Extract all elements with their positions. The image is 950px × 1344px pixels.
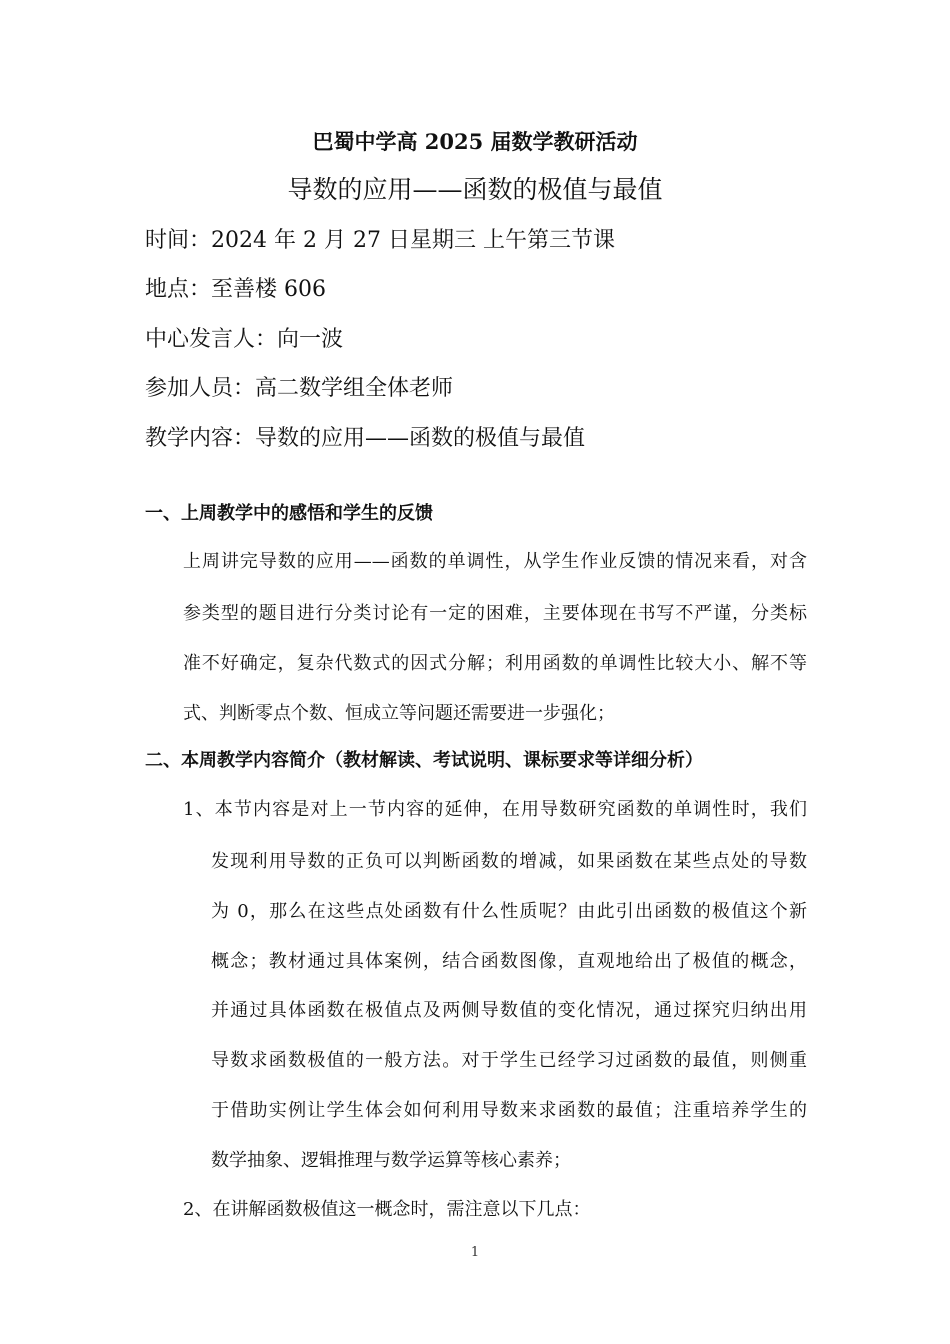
meta-teaching-content: 教学内容：导数的应用——函数的极值与最值 [145, 426, 586, 451]
list-item-line: 于借助实例让学生体会如何利用导数来求函数的最值；注重培养学生的 [211, 1100, 807, 1121]
meta-time: 时间：2024 年 2 月 27 日星期三 上午第三节课 [145, 228, 615, 253]
list-item-line: 导数求函数极值的一般方法。对于学生已经学习过函数的最值，则侧重 [211, 1050, 807, 1071]
document-title: 巴蜀中学高 2025 届数学教研活动 [312, 129, 638, 154]
list-item-line: 并通过具体函数在极值点及两侧导数值的变化情况，通过探究归纳出用 [211, 1000, 807, 1021]
list-item-line: 发现利用导数的正负可以判断函数的增减，如果函数在某些点处的导数 [211, 851, 807, 872]
paragraph-line: 上周讲完导数的应用——函数的单调性，从学生作业反馈的情况来看，对含 [183, 551, 807, 572]
list-item-line: 为 0，那么在这些点处函数有什么性质呢？由此引出函数的极值这个新 [211, 901, 807, 922]
list-item-line: 数学抽象、逻辑推理与数学运算等核心素养； [211, 1150, 571, 1171]
meta-place: 地点：至善楼 606 [145, 277, 326, 302]
list-item-line: 概念；教材通过具体案例，结合函数图像，直观地给出了极值的概念， [211, 951, 807, 972]
section-heading-feedback: 一、上周教学中的感悟和学生的反馈 [145, 503, 433, 524]
page-number: 1 [470, 1245, 480, 1260]
paragraph-line: 准不好确定，复杂代数式的因式分解；利用函数的单调性比较大小、解不等 [183, 653, 807, 674]
paragraph-line: 参类型的题目进行分类讨论有一定的困难，主要体现在书写不严谨，分类标 [183, 603, 807, 624]
meta-participants: 参加人员：高二数学组全体老师 [145, 376, 454, 401]
document-subtitle: 导数的应用——函数的极值与最值 [287, 175, 663, 204]
paragraph-line: 式、判断零点个数、恒成立等问题还需要进一步强化； [183, 703, 615, 724]
list-item-1-lead: 1、本节内容是对上一节内容的延伸，在用导数研究函数的单调性时，我们 [183, 799, 807, 820]
meta-speaker: 中心发言人：向一波 [145, 327, 344, 352]
section-heading-content-intro: 二、本周教学内容简介（教材解读、考试说明、课标要求等详细分析） [145, 750, 703, 771]
list-item-2-lead: 2、在讲解函数极值这一概念时，需注意以下几点： [183, 1199, 591, 1220]
